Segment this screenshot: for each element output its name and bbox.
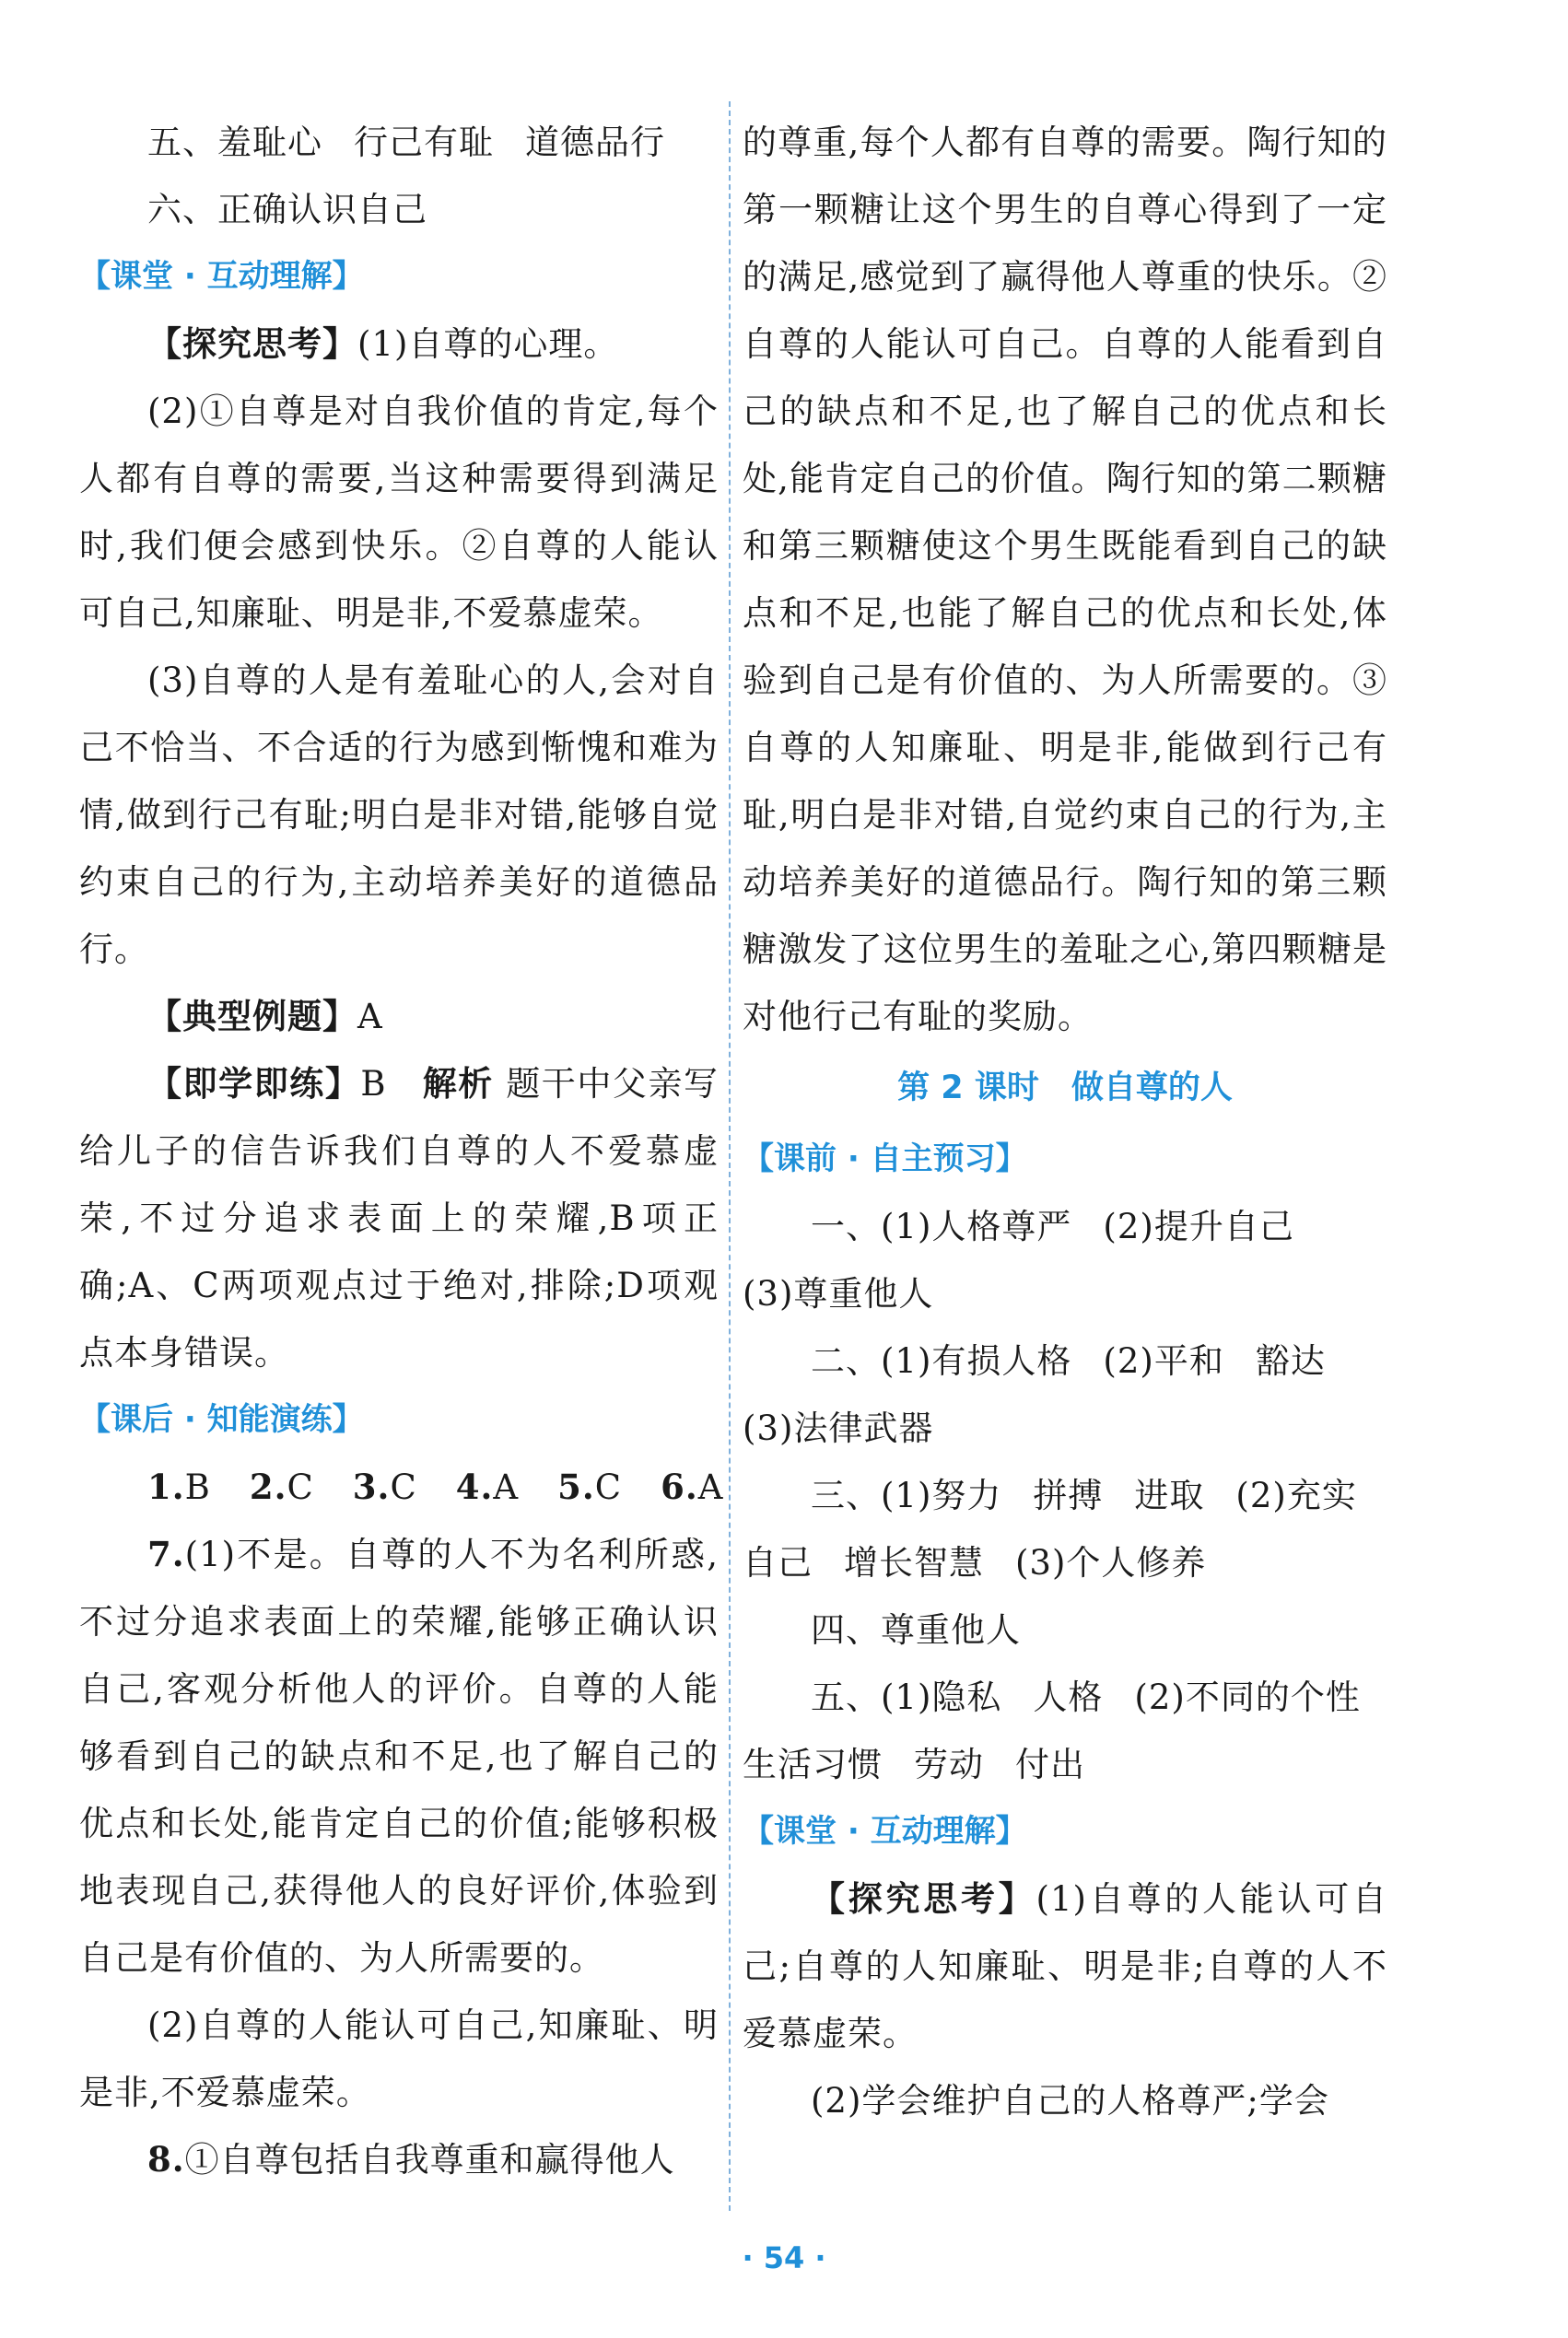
typical-example: 【典型例题】A [147, 997, 383, 1036]
column-divider [729, 101, 731, 2211]
explore-label: 【探究思考】 [811, 1879, 1036, 1919]
explore-answer-r1: 【探究思考】(1)自尊的人能认可自己;自尊的人知廉耻、明是非;自尊的人不爱慕虚荣。 [743, 1879, 1388, 2053]
preview-answer-5: 五、(1)隐私 人格 (2)不同的个性 [811, 1678, 1361, 1717]
explore-label: 【探究思考】 [147, 324, 357, 364]
question-7-part-2: (2)自尊的人能认可自己,知廉耻、明是非,不爱慕虚荣。 [79, 2005, 719, 2112]
typical-label: 【典型例题】 [147, 997, 357, 1036]
right-column [743, 109, 1387, 2134]
lesson-title: 第 2 课时 做自尊的人 [897, 1070, 1233, 1106]
left-column [79, 109, 724, 2193]
question-8-continued: 的尊重,每个人都有自尊的需要。陶行知的第一颗糖让这个男生的自尊心得到了一定的满足,感觉到了赢得他人尊重的快乐。②自尊的人能认可自己。自尊的人能看到自己的缺点和不足,也了解自己的优点和长处,能肯定自己的价值。陶行知的第二颗糖和第三颗糖使这个男生既能看到自己的缺点和不足,也能了解自己的优点和长处,体验到自己是有价值的、为人所需要的。③自尊的人知廉耻、明是非,能做到行己有耻,明白是非对错,自觉约束自己的行为,主动培养美好的道德品行。陶行知的第三颗糖激发了这位男生的羞耻之心,第四颗糖是对他行己有耻的奖励。 [743, 123, 1387, 1036]
preview-answer-2-cont: (3)法律武器 [743, 1409, 934, 1448]
answer-item: 2.C [249, 1467, 314, 1507]
preview-answer-1-cont: (3)尊重他人 [743, 1274, 934, 1314]
answer-item: 4.A [455, 1467, 520, 1507]
preview-answer-3: 三、(1)努力 拼搏 进取 (2)充实 [811, 1476, 1357, 1515]
explore-answer-r2: (2)学会维护自己的人格尊严;学会 [811, 2081, 1329, 2121]
answer-line-6: 六、正确认识自己 [147, 190, 427, 229]
section-heading-class: 【课堂 · 互动理解】 [79, 258, 364, 295]
answer-item: 1.B [147, 1467, 211, 1507]
answer-item: 6.A [661, 1467, 724, 1507]
preview-answer-4: 四、尊重他人 [811, 1610, 1021, 1650]
preview-answer-5-cont: 生活习惯 劳动 付出 [743, 1745, 1085, 1784]
preview-answer-2: 二、(1)有损人格 (2)平和 豁达 [811, 1341, 1326, 1381]
practice-answer: 【即学即练】B 解析 题干中父亲写给儿子的信告诉我们自尊的人不爱慕虚荣,不过分追求表面上的荣耀,B项正确;A、C两项观点过于绝对,排除;D项观点本身错误。 [79, 1064, 720, 1373]
explore-answer-3: (3)自尊的人是有羞耻心的人,会对自己不恰当、不合适的行为感到惭愧和难为情,做到行己有耻;明白是非对错,能够自觉约束自己的行为,主动培养美好的道德品行。 [79, 660, 719, 969]
answer-item: 5.C [557, 1467, 623, 1507]
answer-item: 3.C [352, 1467, 417, 1507]
answer-line-5: 五、羞耻心 行己有耻 道德品行 [147, 123, 665, 162]
explore-answer-1: 【探究思考】(1)自尊的心理。 [147, 324, 619, 364]
question-8: 8.①自尊包括自我尊重和赢得他人 [147, 2139, 675, 2180]
preview-answer-3-cont: 自己 增长智慧 (3)个人修养 [743, 1543, 1207, 1583]
analysis-label: 解析 [422, 1064, 494, 1104]
section-heading-class-2: 【课堂 · 互动理解】 [743, 1813, 1027, 1850]
explore-answer-2: (2)①自尊是对自我价值的肯定,每个人都有自尊的需要,当这种需要得到满足时,我们便会感到快乐。②自尊的人能认可自己,知廉耻、明是非,不爱慕虚荣。 [79, 392, 719, 633]
question-7-part-1: 7.(1)不是。自尊的人不为名利所惑,不过分追求表面上的荣耀,能够正确认识自己,客观分析他人的评价。自尊的人能够看到自己的缺点和不足,也了解自己的优点和长处,能肯定自己的价值;能够积极地表现自己,获得他人的良好评价,体验到自己是有价值的、为人所需要的。 [79, 1534, 719, 1978]
choice-answers [79, 1454, 724, 1521]
practice-label: 【即学即练】 [147, 1064, 361, 1104]
section-heading-before: 【课前 · 自主预习】 [743, 1140, 1027, 1177]
page-number: · 54 · [742, 2240, 826, 2275]
preview-answer-1: 一、(1)人格尊严 (2)提升自己 [811, 1207, 1294, 1246]
section-heading-after: 【课后 · 知能演练】 [79, 1401, 364, 1438]
